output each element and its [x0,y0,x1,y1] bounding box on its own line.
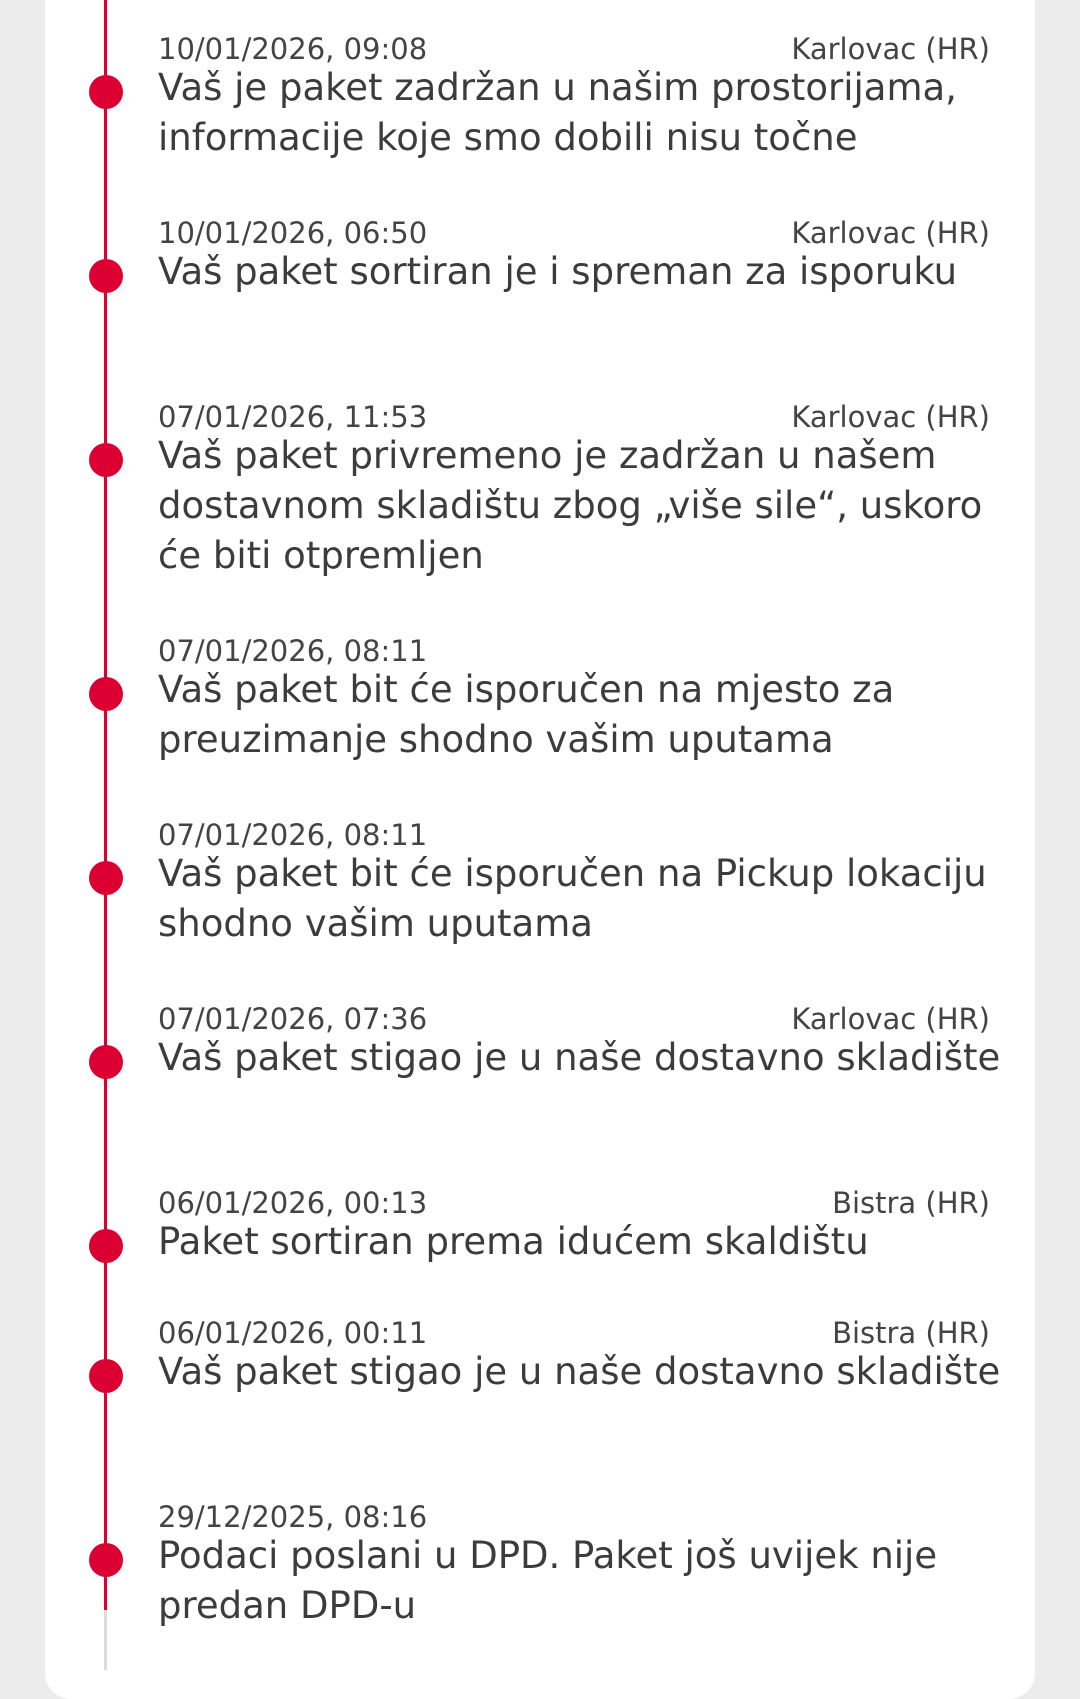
timeline-dot-icon [89,1045,123,1079]
timeline-dot-icon [89,1359,123,1393]
event-description: Vaš paket sortiran je i spreman za isporuku [158,250,958,293]
timeline-dot-icon [89,1543,123,1577]
event-location: Bistra (HR) [832,1186,990,1220]
event-location: Karlovac (HR) [791,400,990,434]
event-location: Karlovac (HR) [791,216,990,250]
timeline-dot-icon [89,443,123,477]
timeline-dot-icon [89,259,123,293]
timeline-dot-icon [89,75,123,109]
event-description: Vaš paket stigao je u naše dostavno skladište [158,1036,1001,1079]
event-datetime: 06/01/2026, 00:11 [158,1316,428,1350]
timeline-dot-icon [89,1229,123,1263]
timeline-line-end [104,1610,107,1670]
timeline-dot-icon [89,677,123,711]
event-description: Vaš je paket zadržan u našim prostorijama, informacije koje smo dobili nisu točne [158,66,957,159]
event-location: Karlovac (HR) [791,32,990,66]
event-location: Bistra (HR) [832,1316,990,1350]
event-description: Vaš paket bit će isporučen na mjesto za preuzimanje shodno vašim uputama [158,668,895,761]
event-datetime: 10/01/2026, 09:08 [158,32,428,66]
event-datetime: 07/01/2026, 08:11 [158,634,428,668]
event-description: Paket sortiran prema idućem skaldištu [158,1220,869,1263]
event-datetime: 07/01/2026, 11:53 [158,400,428,434]
event-description: Vaš paket bit će isporučen na Pickup lokaciju shodno vašim uputama [158,852,987,945]
event-datetime: 29/12/2025, 08:16 [158,1500,428,1534]
event-description: Vaš paket stigao je u naše dostavno skladište [158,1350,1001,1393]
event-location: Karlovac (HR) [791,1002,990,1036]
event-description: Vaš paket privremeno je zadržan u našem dostavnom skladištu zbog „više sile“, uskoro će biti otpremljen [158,434,983,577]
event-description: Podaci poslani u DPD. Paket još uvijek nije predan DPD-u [158,1534,938,1627]
event-datetime: 07/01/2026, 07:36 [158,1002,428,1036]
event-datetime: 10/01/2026, 06:50 [158,216,428,250]
event-datetime: 07/01/2026, 08:11 [158,818,428,852]
event-datetime: 06/01/2026, 00:13 [158,1186,428,1220]
timeline-dot-icon [89,861,123,895]
